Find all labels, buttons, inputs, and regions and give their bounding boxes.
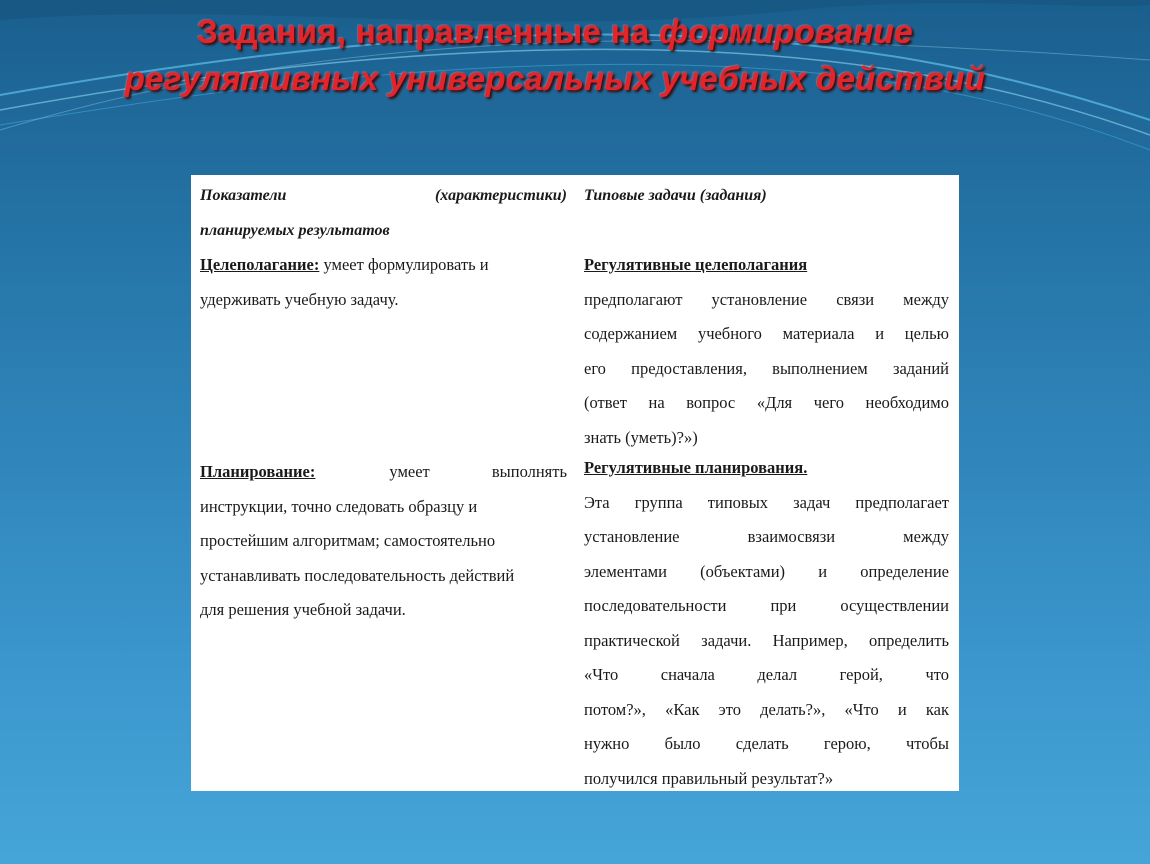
header-indicators	[200, 179, 567, 248]
planning-line-0: умеет выполнять	[389, 462, 567, 481]
header-indicators-word1: Показатели	[200, 187, 287, 204]
goal-setting-label: Целеполагание:	[200, 255, 320, 274]
title-plain-part: Задания, направленные на	[197, 13, 660, 50]
regulative-planning-line-7: нужно было сделать герою, чтобы	[584, 734, 949, 753]
planning-line-4: для решения учебной задачи.	[200, 600, 406, 619]
row1-left-cell	[200, 248, 567, 317]
regulative-planning-label: Регулятивные планирования.	[584, 458, 808, 477]
regulative-goal-line-1: содержанием учебного материала и целью	[584, 324, 949, 343]
regulative-planning-line-8: получился правильный результат?»	[584, 768, 834, 788]
row2-left-cell	[200, 455, 567, 628]
header-indicators-line2: планируемых результатов	[200, 221, 390, 239]
slide-title-line2: регулятивных универсальных учебных действий	[124, 60, 986, 97]
regulative-goal-label: Регулятивные целеполагания	[584, 255, 808, 274]
regulative-goal-line-3: (ответ на вопрос «Для чего необходимо	[584, 393, 949, 412]
planning-label: Планирование:	[200, 462, 316, 481]
regulative-goal-line-2: его предоставления, выполнением заданий	[584, 358, 949, 378]
regulative-planning-line-0: Эта группа типовых задач предполагает	[584, 492, 949, 512]
slide-title-line1	[0, 8, 1110, 55]
title-italic-part: формирование	[659, 13, 913, 50]
regulative-planning-line-5: «Что сначала делал герой, что	[584, 665, 949, 684]
content-table	[191, 175, 959, 791]
header-tasks: Типовые задачи (задания)	[584, 187, 767, 204]
planning-line-3: устанавливать последовательность действий	[200, 565, 515, 585]
row1-right-cell	[584, 248, 949, 455]
regulative-planning-line-1: установление взаимосвязи между	[584, 527, 949, 546]
planning-line-1: инструкции, точно следовать образцу и	[200, 496, 478, 516]
slide-title	[0, 8, 1110, 102]
header-indicators-word2: (характеристики)	[434, 187, 567, 204]
regulative-planning-line-4: практической задачи. Например, определить	[584, 630, 949, 650]
goal-setting-text-rest: удерживать учебную задачу.	[200, 289, 399, 309]
regulative-planning-line-2: элементами (объектами) и определение	[584, 561, 949, 581]
goal-setting-text-first: умеет формулировать и	[323, 255, 489, 274]
planning-line-2: простейшим алгоритмам; самостоятельно	[200, 531, 496, 550]
regulative-goal-line-4: знать (уметь)?»)	[584, 427, 698, 447]
regulative-planning-line-3: последовательности при осуществлении	[584, 596, 949, 615]
row2-right-cell	[584, 451, 949, 796]
regulative-goal-line-0: предполагают установление связи между	[584, 289, 949, 309]
regulative-planning-line-6: потом?», «Как это делать?», «Что и как	[584, 699, 949, 719]
